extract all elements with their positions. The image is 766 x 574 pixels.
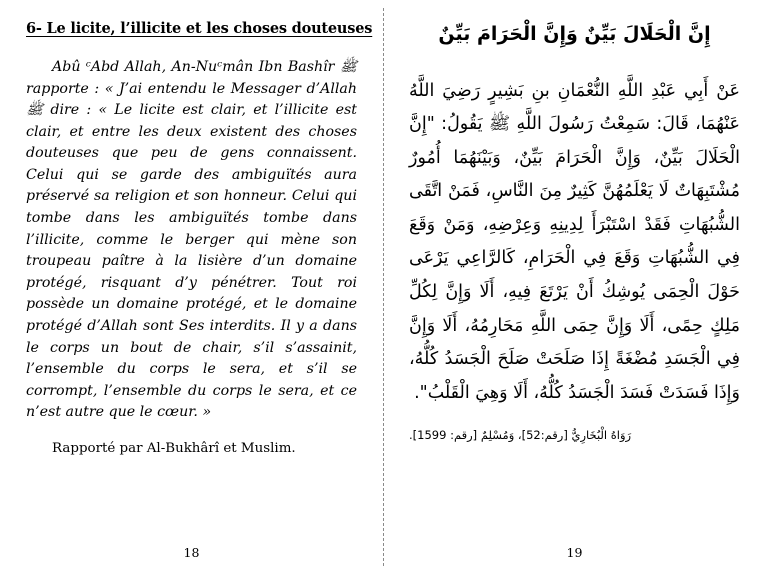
folio-left: 18: [183, 545, 200, 560]
chapter-title: 6- Le licite, l’illicite et les choses douteuses: [26, 20, 373, 37]
arabic-hadith-text: عَنْ أَبِي عَبْدِ اللَّهِ النُّعْمَانِ بنِ بَشِيرٍ رَضِيَ اللَّهُ عَنْهُمَا، قَالَ: سَمِعْتُ رَسُولَ اللَّهِ ﷺ يَقُولُ: "إِنَّ الْحَلَالَ بَيِّنٌ، وَإِنَّ الْحَرَامَ بَيِّنٌ، وَبَيْنَهُمَا أُمُورٌ مُشْتَبِهَاتٌ لَا يَعْلَمُهُنَّ كَثِيرٌ مِنَ النَّاسِ، فَمَنْ اتَّقَى الشُّبُهَاتِ فَقَدْ اسْتَبْرَأَ لِدِينِهِ وَعِرْضِهِ، وَمَنْ وَقَعَ فِي الشُّبُهَاتِ وَقَعَ فِي الْحَرَامِ، كَالرَّاعِي يَرْعَى حَوْلَ الْحِمَى يُوشِكُ أَنْ يَرْتَعَ فِيهِ، أَلَا وَإِنَّ لِكُلِّ مَلِكٍ حِمًى، أَلَا وَإِنَّ حِمَى اللَّهِ مَحَارِمُهُ، أَلَا وَإِنَّ فِي الْجَسَدِ مُضْغَةً إِذَا صَلَحَتْ صَلَحَ الْجَسَدُ كُلُّهُ، وَإِذَا فَسَدَتْ فَسَدَ الْجَسَدُ كُلُّهُ، أَلَا وَهِيَ الْقَلْبُ".: [409, 80, 740, 403]
folio-right: 19: [566, 545, 583, 560]
arabic-hadith-title: إِنَّ الْحَلَالَ بَيِّنٌ وَإِنَّ الْحَرَامَ بَيِّنٌ: [438, 23, 711, 45]
arabic-hadith-source: رَوَاهُ الْبُخَارِيُّ [رقم:52]، وَمُسْلِمٌ [رقم: 1599].: [409, 428, 632, 443]
hadith-attribution: Rapporté par Al-Bukhârî et Muslim.: [52, 440, 296, 456]
page-right: [383, 0, 766, 574]
hadith-translation-text: Abû ᶜAbd Allah, An-Nuᶜmân Ibn Bashîr ﷺ rapporte : « J’ai entendu le Messager d’Allah ﷺ dire : « Le licite est clair, et l’illicite est clair, et entre les deux existent des choses douteuses que peu de gens connaissent. Celui qui se garde des ambiguïtés aura préservé sa religion et son honneur. Celui qui tombe dans les ambiguïtés tombe dans l’illicite, comme le berger qui mène son troupeau paître à la lisière d’un domaine protégé, risquant d’y pénétrer. Tout roi possède un domaine protégé, et le domaine protégé d’Allah sont Ses interdits. Il y a dans le corps un bout de chair, s’il s’assainit, l’ensemble du corps le sera, et s’il se corrompt, l’ensemble du corps le sera, et ce n’est autre que le cœur. »: [26, 59, 357, 421]
